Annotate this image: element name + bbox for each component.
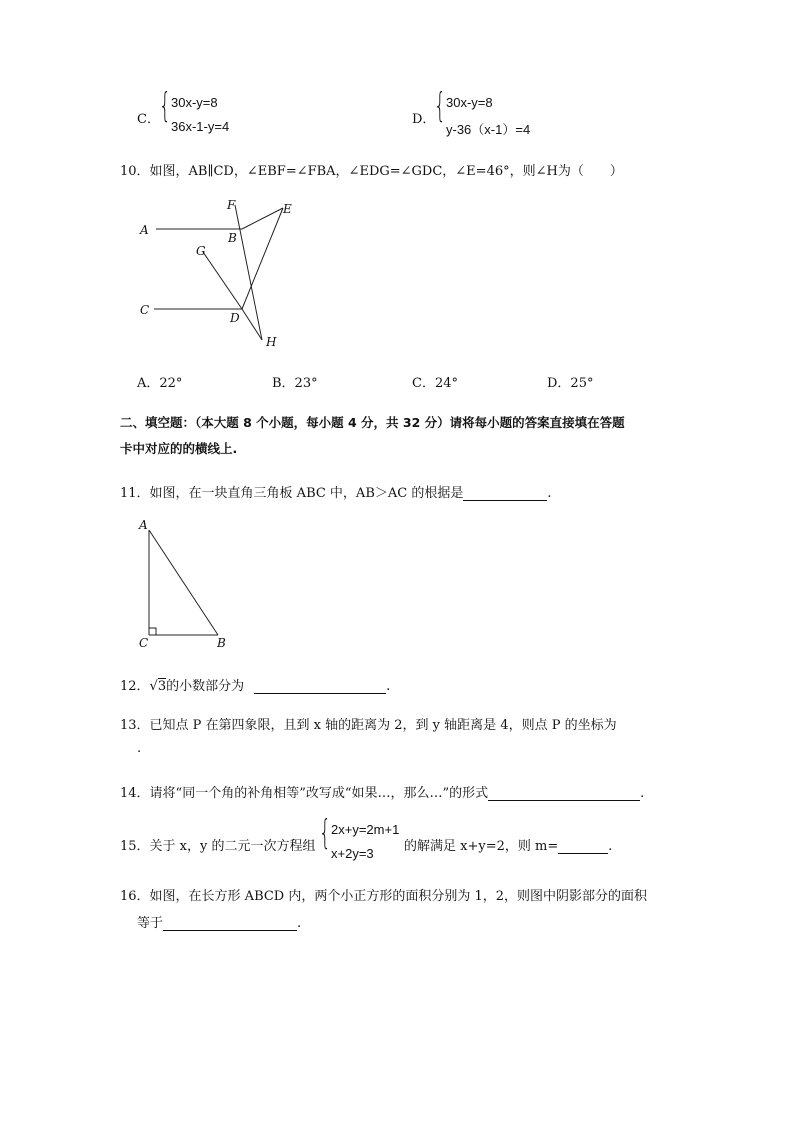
q16-line1: 16．如图，在长方形 ABCD 内，两个小正方形的面积分别为 1，2，则图中阴影部分的面积 <box>120 889 648 904</box>
period: . <box>297 916 302 931</box>
q12-number: 12． <box>120 679 150 694</box>
q16-line2 <box>137 912 301 931</box>
q12-question <box>120 675 390 694</box>
answer-blank[interactable] <box>163 916 297 931</box>
period: . <box>386 679 391 694</box>
q15-prefix: 15．关于 x，y 的二元一次方程组 <box>120 839 316 854</box>
answer-blank[interactable] <box>254 679 386 694</box>
q11-text: 11．如图，在一块直角三角板 ABC 中，AB＞AC 的根据是 <box>120 486 464 501</box>
right-angle-mark <box>149 628 156 635</box>
q12-text: 的小数部分为 <box>166 679 245 694</box>
q10-option-c: C．24° <box>412 376 458 391</box>
q9-option-c-label: C． <box>137 112 160 127</box>
period: . <box>640 786 645 801</box>
q15-suffix: 的解满足 x+y=2，则 m= <box>404 839 559 854</box>
q9-option-c-system <box>159 86 279 139</box>
period: . <box>547 486 552 501</box>
q11-right-triangle-figure <box>130 515 240 655</box>
q10-option-d: D．25° <box>547 376 594 391</box>
equation: 30x-y=8 <box>446 95 493 110</box>
label-f: F <box>227 198 236 212</box>
q16-text: 等于 <box>137 916 164 931</box>
q10-question-text: 10．如图，AB∥CD，∠EBF=∠FBA，∠EDG=∠GDC，∠E=46°，则∠H为（ ） <box>120 164 623 179</box>
section-heading-line2: 卡中对应的的横线上. <box>120 441 238 456</box>
q13-line1: 13．已知点 P 在第四象限，且到 x 轴的距离为 2，到 y 轴距离是 4，则点 P 的坐标为 <box>120 718 617 733</box>
q10-parallel-lines-figure <box>130 190 300 355</box>
q10-option-b: B．23° <box>272 376 318 391</box>
radicand: 3 <box>157 679 167 694</box>
answer-blank[interactable] <box>558 839 608 854</box>
label-a: A <box>140 223 149 237</box>
period: . <box>608 839 613 854</box>
answer-blank[interactable] <box>463 486 547 501</box>
q14-question <box>120 782 644 801</box>
label-b: B <box>217 636 226 650</box>
equation: 36x-1-y=4 <box>171 119 230 134</box>
q13-line2: . <box>137 741 142 756</box>
label-d: D <box>230 311 240 325</box>
q11-question <box>120 482 552 501</box>
equation: 2x+y=2m+1 <box>331 822 400 837</box>
q14-text: 14．请将“同一个角的补角相等”改写成“如果…，那么…”的形式 <box>120 786 489 801</box>
label-h: H <box>266 335 277 349</box>
line-be <box>242 208 283 229</box>
radical-sign: √ <box>149 679 158 694</box>
brace: { <box>319 813 331 853</box>
equation: y-36（x-1）=4 <box>446 122 531 137</box>
label-e: E <box>283 202 292 216</box>
equation: 30x-y=8 <box>171 95 218 110</box>
label-b: B <box>228 231 237 245</box>
label-g: G <box>196 244 206 258</box>
side-ab <box>149 530 218 635</box>
answer-blank[interactable] <box>488 786 640 801</box>
q9-option-d-label: D． <box>412 112 436 127</box>
line-gd <box>203 252 242 309</box>
label-a: A <box>139 518 148 532</box>
label-c: C <box>140 303 150 317</box>
q15-suffix-group <box>404 835 612 854</box>
equation: x+2y=3 <box>331 846 374 861</box>
brace: { <box>434 86 446 126</box>
q9-option-d-system <box>434 86 574 139</box>
line-ed <box>242 208 283 309</box>
q10-option-a: A．22° <box>137 376 183 391</box>
brace: { <box>159 86 171 126</box>
label-c: C <box>139 636 149 650</box>
section-heading-line1: 二、填空题：（本大题 8 个小题，每小题 4 分，共 32 分）请将每小题的答案直接填在答题 <box>120 415 625 430</box>
